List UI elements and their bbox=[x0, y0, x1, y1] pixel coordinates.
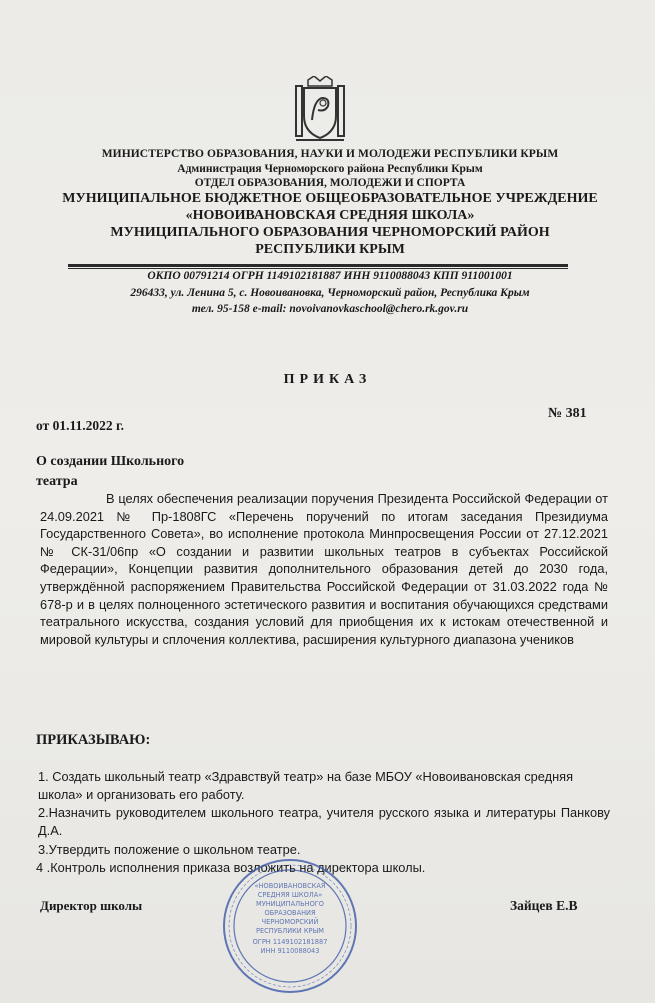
header-school-name: «НОВОИВАНОВСКАЯ СРЕДНЯЯ ШКОЛА» bbox=[185, 208, 475, 223]
document-title: ПРИКАЗ bbox=[283, 372, 372, 387]
requisites-codes: ОКПО 00791214 ОГРН 1149102181887 ИНН 9110088043 КПП 911001001 bbox=[147, 270, 513, 282]
order-item-2: 2.Назначить руководителем школьного театра, учителя русского языка и литературы Панкову Д.А. bbox=[38, 805, 610, 838]
subject-line-2: театра bbox=[36, 474, 78, 489]
order-item-3: 3.Утвердить положение о школьном театре. bbox=[38, 842, 301, 857]
order-item-1: 1. Создать школьный театр «Здравствуй театр» на базе МБОУ «Новоивановская средняя школа» и организовать его работу. bbox=[38, 769, 574, 802]
document-body: В целях обеспечения реализации поручения Президента Российской Федерации от 24.09.2021 № Пр-1808ГС «Перечень поручений по итогам заседания Президиума Государственного Совета», во исполнение протокола Минпросвещения России от 27.12.2021 № СК-31/06пр «О создании и развитии школьных театров в субъектах Российской Федерации», Концепции развития дополнительного образования детей до 2030 года, утверждённой распоряжением Правительства Российской Федерации от 31.03.2022 года № 678-р и в целях полноценного эстетического развития и воспитания обучающихся средствами театрального искусства, создания условий для приобщения их к истокам отечественной и мировой культуры и сплочения коллектива, расширения культурного диапазона учеников bbox=[40, 491, 608, 647]
school-stamp-icon bbox=[221, 858, 359, 994]
header-institution-type: МУНИЦИПАЛЬНОЕ БЮДЖЕТНОЕ ОБЩЕОБРАЗОВАТЕЛЬНОЕ УЧРЕЖДЕНИЕ bbox=[62, 191, 598, 206]
stamp-line-7: ОГРН 1149102181887 bbox=[252, 938, 328, 946]
stamp-line-6: РЕСПУБЛИКИ КРЫМ bbox=[255, 927, 325, 935]
order-item-4: 4 .Контроль исполнения приказа возложить на директора школы. bbox=[36, 860, 426, 875]
signer-title: Директор школы bbox=[40, 898, 143, 913]
stamp-line-3: МУНИЦИПАЛЬНОГО bbox=[256, 900, 324, 908]
header-department: ОТДЕЛ ОБРАЗОВАНИЯ, МОЛОДЕЖИ И СПОРТА bbox=[194, 177, 466, 189]
subject-line-1: О создании Школьного bbox=[36, 454, 185, 469]
stamp-line-2: СРЕДНЯЯ ШКОЛА» bbox=[257, 891, 323, 899]
header-municipality: МУНИЦИПАЛЬНОГО ОБРАЗОВАНИЯ ЧЕРНОМОРСКИЙ РАЙОН bbox=[110, 225, 550, 240]
document-date: от 01.11.2022 г. bbox=[36, 418, 124, 433]
header-divider-thin bbox=[68, 268, 568, 269]
stamp-line-5: ЧЕРНОМОРСКИЙ bbox=[261, 918, 319, 926]
document-subject bbox=[36, 452, 184, 492]
stamp-line-4: ОБРАЗОВАНИЯ bbox=[264, 909, 316, 917]
requisites-address: 296433, ул. Ленина 5, с. Новоивановка, Черноморский район, Республика Крым bbox=[130, 287, 530, 299]
stamp-line-8: ИНН 9110088043 bbox=[260, 947, 320, 955]
order-heading: ПРИКАЗЫВАЮ: bbox=[36, 732, 151, 748]
signer-name: Зайцев Е.В bbox=[510, 898, 578, 913]
stamp-line-1: «НОВОИВАНОВСКАЯ bbox=[254, 882, 326, 890]
document-number: № 381 bbox=[548, 406, 587, 421]
header-divider bbox=[68, 264, 568, 267]
header-republic: РЕСПУБЛИКИ КРЫМ bbox=[255, 242, 405, 257]
requisites-contacts: тел. 95-158 e-mail: novoivanovkaschool@chero.rk.gov.ru bbox=[191, 303, 469, 315]
header-ministry: МИНИСТЕРСТВО ОБРАЗОВАНИЯ, НАУКИ И МОЛОДЕЖИ РЕСПУБЛИКИ КРЫМ bbox=[101, 148, 559, 160]
crimea-coat-of-arms-icon bbox=[292, 76, 348, 146]
header-administration: Администрация Черноморского района Республики Крым bbox=[177, 163, 483, 175]
